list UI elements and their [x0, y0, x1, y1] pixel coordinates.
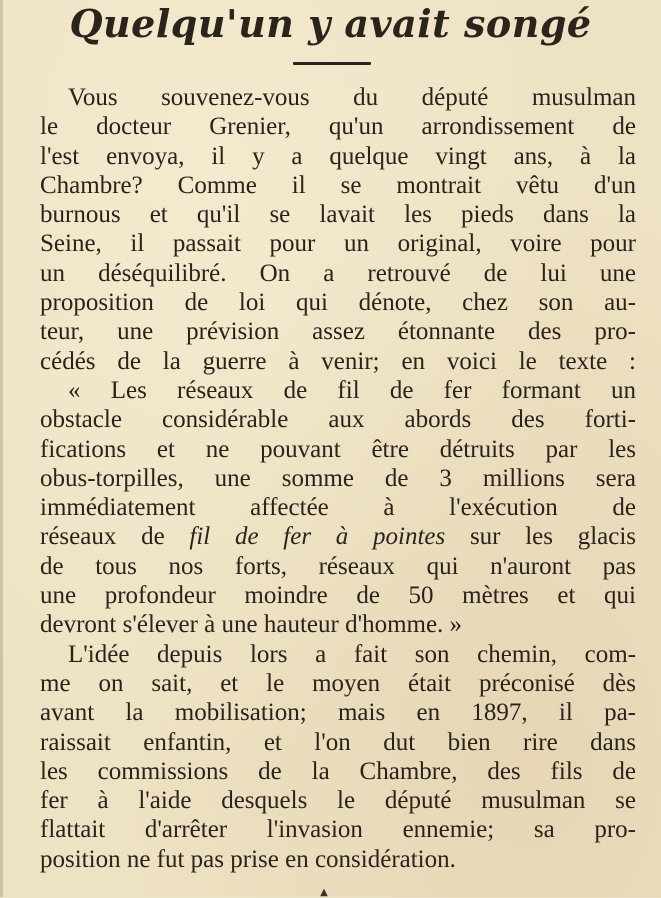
- text-line: raissait enfantin, et l'on dut bien rire dans: [40, 728, 636, 756]
- text-line: position ne fut pas prise en considération.: [40, 845, 456, 873]
- text-line: teur, une prévision assez étonnante des pro-: [40, 318, 636, 346]
- text-line: Vous souvenez-vous du député musulman: [68, 84, 636, 111]
- quote-line: de tous nos forts, réseaux qui n'auront pas: [40, 552, 636, 580]
- quote-segment: réseaux de: [40, 523, 165, 551]
- article-title: Quelqu'un y avait songé: [69, 1, 592, 46]
- quote-line: devront s'élever à une hauteur d'homme. »: [40, 611, 463, 639]
- text-line: avant la mobilisation; mais en 1897, il pa-: [40, 699, 636, 727]
- title-rule: [293, 62, 371, 65]
- quote-line: une profondeur moindre de 50 mètres et qui: [40, 582, 636, 610]
- text-line: Seine, il passait pour un original, voire pour: [40, 230, 636, 258]
- quote-line: fications et ne pouvant être détruits par les: [40, 435, 636, 463]
- text-line: le docteur Grenier, qu'un arrondissement de: [40, 113, 636, 141]
- text-line: Chambre? Comme il se montrait vêtu d'un: [40, 171, 636, 199]
- text-line: proposition de loi qui dénote, chez son au-: [40, 289, 636, 317]
- article-body: [40, 83, 636, 874]
- text-line: l'est envoya, il y a quelque vingt ans, à la: [40, 142, 636, 170]
- text-line: L'idée depuis lors a fait son chemin, com-: [68, 640, 636, 668]
- text-line: fer à l'aide desquels le député musulman se: [40, 787, 636, 815]
- page-edge: [0, 0, 3, 897]
- quote-line: obus-torpilles, une somme de 3 millions sera: [40, 464, 636, 492]
- text-line: un déséquilibré. On a retrouvé de lui une: [40, 259, 636, 287]
- text-line: flattait d'arrêter l'invasion ennemie; sa pro-: [40, 816, 636, 844]
- text-line: burnous et qu'il se lavait les pieds dans la: [40, 201, 636, 229]
- quote-line: immédiatement affectée à l'exécution de: [40, 494, 636, 522]
- quote-line: « Les réseaux de fil de fer formant un: [68, 376, 636, 404]
- text-line: les commissions de la Chambre, des fils de: [40, 757, 636, 785]
- text-line: me on sait, et le moyen était préconisé dès: [40, 669, 636, 697]
- quote-segment: sur les glacis: [469, 523, 636, 551]
- quote-line: obstacle considérable aux abords des forti-: [40, 406, 636, 434]
- italic-phrase: fil de fer à pointes: [189, 523, 446, 551]
- ornament-mark: ▲: [320, 887, 328, 898]
- text-line: cédés de la guerre à venir; en voici le texte :: [40, 347, 636, 375]
- quote-line-mixed: [40, 522, 636, 551]
